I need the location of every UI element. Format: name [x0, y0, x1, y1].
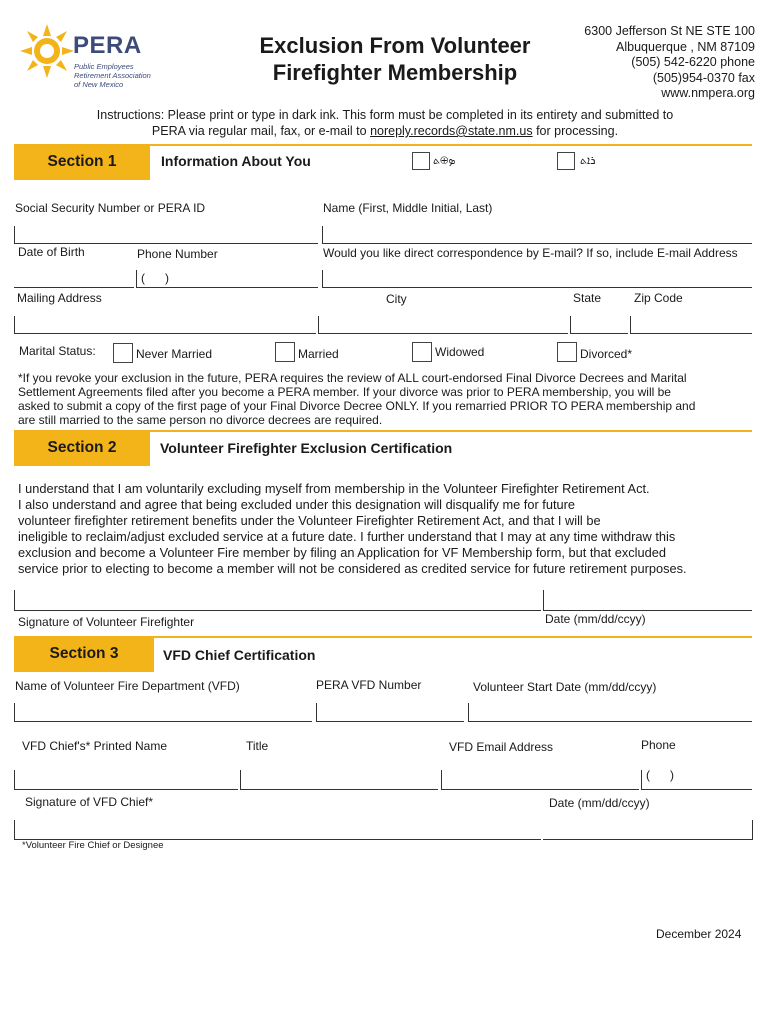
title-field[interactable] — [240, 770, 438, 790]
section1-title: Information About You — [161, 153, 311, 169]
option-b-label: ܪܐܬ — [580, 155, 596, 167]
form-title: Exclusion From Volunteer Firefighter Membership — [259, 33, 531, 85]
vfd-number-field[interactable] — [316, 703, 464, 722]
chief-signature-field[interactable] — [14, 820, 541, 840]
firefighter-signature-field[interactable] — [14, 590, 541, 611]
email-field[interactable] — [322, 270, 752, 288]
section2-title: Volunteer Firefighter Exclusion Certification — [160, 440, 453, 456]
logo-subtitle: Public Employees Retirement Association of New Mexico — [74, 62, 151, 89]
firefighter-signature-label: Signature of Volunteer Firefighter — [18, 615, 195, 629]
option-a-label: ܤ⊕ܬ — [433, 155, 456, 167]
never-married-checkbox[interactable] — [113, 343, 133, 363]
ssn-label: Social Security Number or PERA ID — [15, 201, 206, 215]
marital-status-label: Marital Status: — [19, 344, 96, 358]
divorce-note: *If you revoke your exclusion in the future, PERA requires the review of ALL court-endorsed Final Divorce Decrees and Marital Settlement Agreements filed after you become a PERA member. If your divorce was prior to PERA membership, you will be asked to submit a copy of the first page of your Final Divorce Decree ONLY. If you remarried PRIOR TO PERA membership and are still married to the same person no divorce decrees are required. — [18, 371, 696, 427]
dob-label: Date of Birth — [18, 245, 85, 259]
revision-date: December 2024 — [656, 927, 742, 941]
firefighter-date-field[interactable] — [543, 590, 752, 611]
logo-word: PERA — [73, 32, 142, 59]
married-checkbox[interactable] — [275, 342, 295, 362]
section1-badge: Section 1 — [14, 146, 150, 180]
email-question: Would you like direct correspondence by E-mail? If so, include E-mail Address — [323, 246, 738, 260]
option-b-checkbox[interactable] — [557, 152, 575, 170]
phone-field[interactable] — [136, 270, 318, 288]
never-married-label: Never Married — [136, 347, 213, 361]
chief-name-field[interactable] — [14, 770, 238, 790]
vfd-name-field[interactable] — [14, 703, 312, 722]
title-label: Title — [246, 739, 269, 753]
phone-paren: ( ) — [141, 271, 169, 285]
start-date-field[interactable] — [468, 703, 752, 722]
state-field[interactable] — [570, 316, 628, 334]
phone-paren-3: ( ) — [646, 768, 674, 782]
phone-label-3: Phone — [641, 738, 676, 752]
chief-footnote: *Volunteer Fire Chief or Designee — [22, 840, 164, 851]
pera-logo — [18, 18, 168, 93]
city-label: City — [386, 292, 407, 306]
chief-date-label: Date (mm/dd/ccyy) — [549, 796, 650, 810]
ssn-field[interactable] — [14, 226, 318, 244]
divorced-checkbox[interactable] — [557, 342, 577, 362]
option-a-checkbox[interactable] — [412, 152, 430, 170]
instructions: Instructions: Please print or type in dark ink. This form must be completed in its entirety and submitted to PERA via regular mail, fax, or e-mail to noreply.records@state.nm.us for processing. — [96, 108, 674, 138]
sun-logo-icon — [18, 22, 76, 80]
mailing-address-field[interactable] — [14, 316, 316, 334]
certification-text: I understand that I am voluntarily excluding myself from membership in the Volunteer Firefighter Retirement Act. I also understand and agree that being excluded under this designation will disqualify me for future volunteer firefighter retirement benefits under the Volunteer Firefighter Retirement Act, and that I will be ineligible to reclaim/adjust excluded service at a future date. I further understand that I may at any time withdraw this exclusion and become a Volunteer Fire member by filing an Application for VF Membership form, but that excluded service prior to electing to become a member will not be considered as credited service for future retirement purposes. — [18, 481, 687, 576]
chief-name-label: VFD Chief's* Printed Name — [22, 739, 168, 753]
section3-badge: Section 3 — [14, 638, 154, 672]
name-field[interactable] — [322, 226, 752, 244]
dob-field[interactable] — [14, 270, 134, 288]
vfd-email-field[interactable] — [441, 770, 639, 790]
start-date-label: Volunteer Start Date (mm/dd/ccyy) — [473, 680, 657, 694]
phone-label: Phone Number — [137, 247, 218, 261]
section3-title: VFD Chief Certification — [163, 647, 316, 663]
widowed-label: Widowed — [435, 345, 485, 359]
vfd-name-label: Name of Volunteer Fire Department (VFD) — [15, 679, 240, 693]
section2-badge: Section 2 — [14, 432, 150, 466]
state-label: State — [573, 291, 602, 305]
zip-label: Zip Code — [634, 291, 683, 305]
chief-date-field[interactable] — [543, 820, 752, 840]
firefighter-date-label: Date (mm/dd/ccyy) — [545, 612, 646, 626]
name-label: Name (First, Middle Initial, Last) — [323, 201, 493, 215]
widowed-checkbox[interactable] — [412, 342, 432, 362]
mailing-address-label: Mailing Address — [17, 291, 102, 305]
vfd-number-label: PERA VFD Number — [316, 678, 422, 692]
city-field[interactable] — [318, 316, 568, 334]
pera-address: 6300 Jefferson St NE STE 100 Albuquerque , NM 87109 (505) 542-6220 phone (505)954-0370 fax www.nmpera.org — [584, 24, 755, 100]
vfd-email-label: VFD Email Address — [449, 740, 554, 754]
divorced-label: Divorced* — [580, 347, 633, 361]
email-link[interactable]: noreply.records@state.nm.us — [370, 124, 533, 138]
chief-signature-label: Signature of VFD Chief* — [25, 795, 154, 809]
married-label: Married — [298, 347, 339, 361]
zip-field[interactable] — [630, 316, 752, 334]
